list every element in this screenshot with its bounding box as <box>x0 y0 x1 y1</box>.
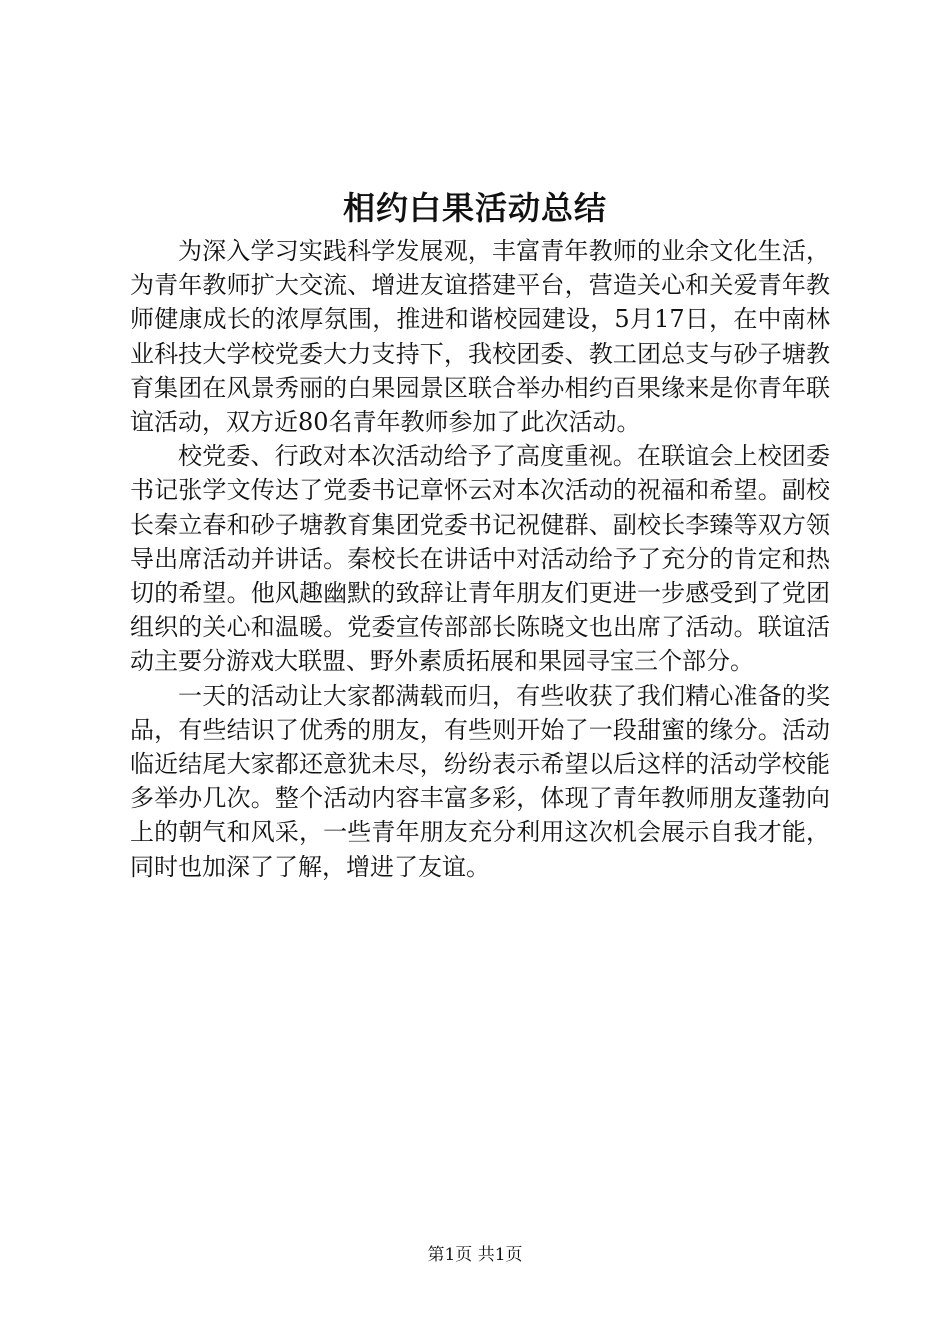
document-title: 相约白果活动总结 <box>342 189 607 227</box>
paragraph-3: 一天的活动让大家都满载而归，有些收获了我们精心准备的奖品，有些结识了优秀的朋友，有些则开始了一段甜蜜的缘分。活动临近结尾大家都还意犹未尽，纷纷表示希望以后这样的活动学校能多举办几次。整个活动内容丰富多彩，体现了青年教师朋友蓬勃向上的朝气和风采，一些青年朋友充分利用这次机会展示自我才能，同时也加深了了解，增进了友谊。 <box>130 681 830 881</box>
document-body <box>130 234 830 884</box>
paragraph-2: 校党委、行政对本次活动给予了高度重视。在联谊会上校团委书记张学文传达了党委书记章怀云对本次活动的祝福和希望。副校长秦立春和砂子塘教育集团党委书记祝健群、副校长李臻等双方领导出席活动并讲话。秦校长在讲话中对活动给予了充分的肯定和热切的希望。他风趣幽默的致辞让青年朋友们更进一步感受到了党团组织的关心和温暖。党委宣传部部长陈晓文也出席了活动。联谊活动主要分游戏大联盟、野外素质拓展和果园寻宝三个部分。 <box>130 442 830 676</box>
page-footer: 第1页 共1页 <box>427 1245 523 1265</box>
paragraph-1: 为深入学习实践科学发展观，丰富青年教师的业余文化生活，为青年教师扩大交流、增进友谊搭建平台，营造关心和关爱青年教师健康成长的浓厚氛围，推进和谐校园建设，5月17日，在中南林业科技大学校党委大力支持下，我校团委、教工团总支与砂子塘教育集团在风景秀丽的白果园景区联合举办相约百果缘来是你青年联谊活动，双方近80名青年教师参加了此次活动。 <box>130 237 830 437</box>
